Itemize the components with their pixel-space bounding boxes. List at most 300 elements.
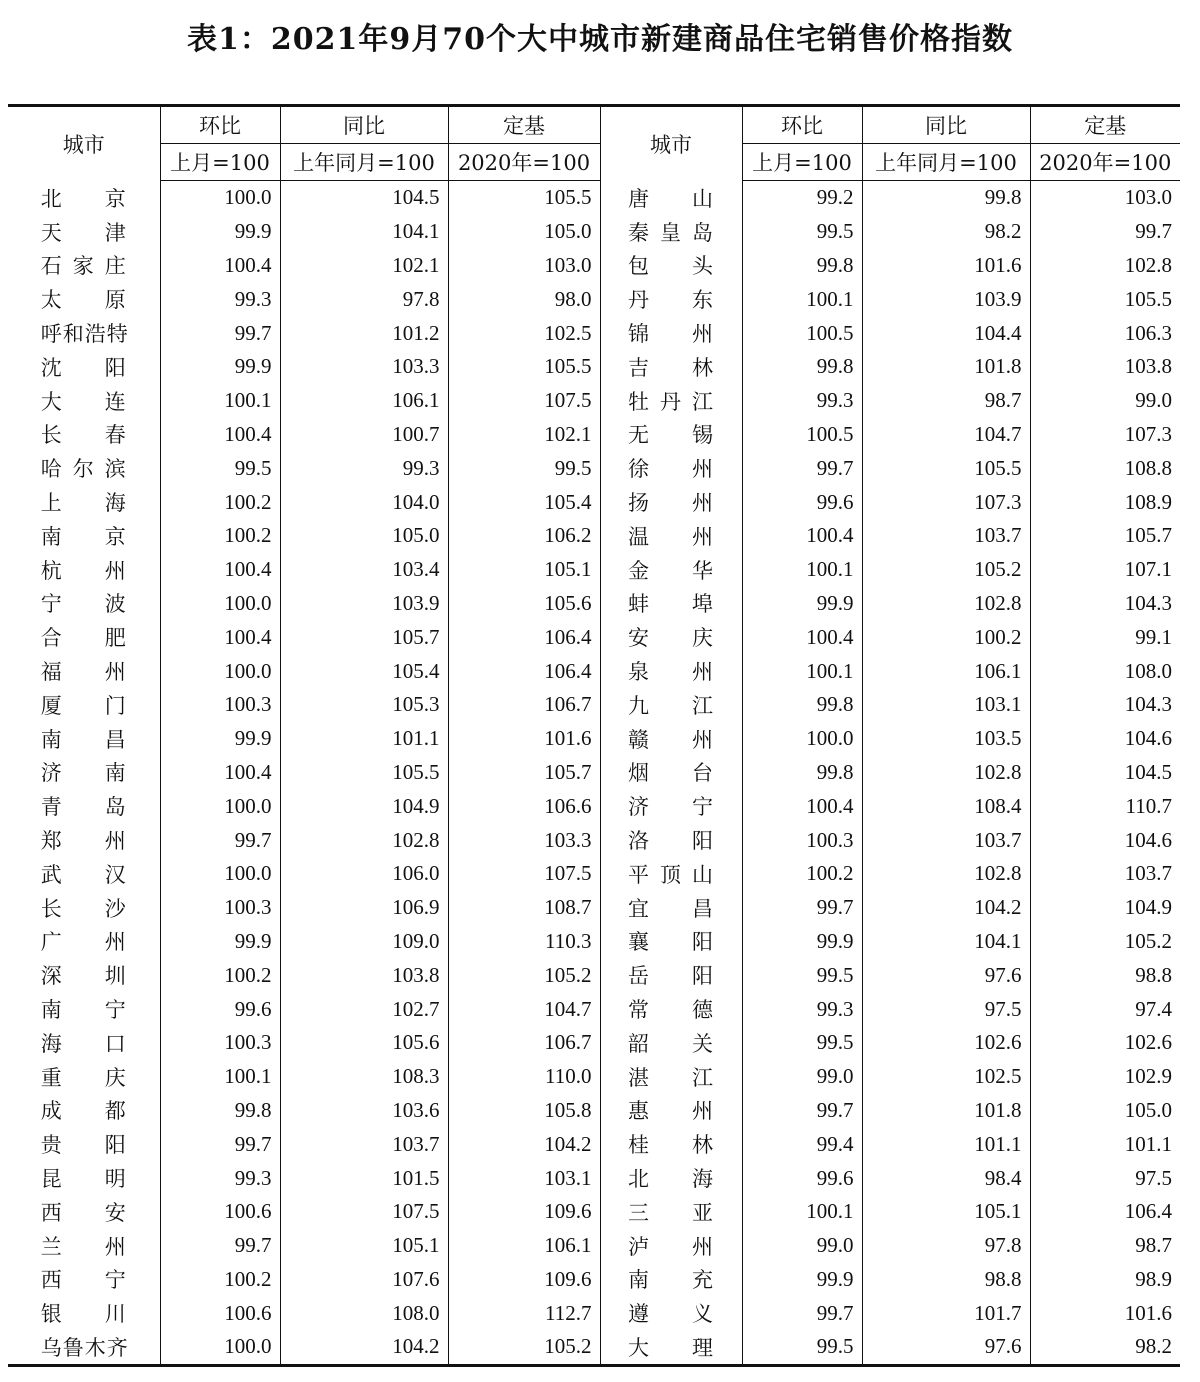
cell-yoy-left: 104.0 bbox=[280, 485, 448, 519]
price-index-table bbox=[8, 104, 1180, 1367]
cell-fixed-right: 102.9 bbox=[1030, 1060, 1180, 1094]
table-row bbox=[8, 1026, 1180, 1060]
cell-city-right bbox=[600, 1195, 742, 1229]
city-name: 烟台 bbox=[628, 761, 714, 786]
city-name: 徐州 bbox=[628, 457, 714, 482]
cell-mom-left: 100.6 bbox=[160, 1195, 280, 1229]
cell-mom-left: 100.1 bbox=[160, 384, 280, 418]
cell-yoy-right: 97.5 bbox=[862, 992, 1030, 1026]
cell-yoy-left: 102.7 bbox=[280, 992, 448, 1026]
cell-city-left bbox=[8, 384, 160, 418]
cell-city-right bbox=[600, 485, 742, 519]
cell-yoy-right: 104.7 bbox=[862, 418, 1030, 452]
header-yoy-left: 同比 bbox=[280, 106, 448, 144]
cell-yoy-right: 103.7 bbox=[862, 823, 1030, 857]
cell-mom-left: 100.4 bbox=[160, 620, 280, 654]
cell-fixed-left: 106.7 bbox=[448, 1026, 600, 1060]
cell-city-left bbox=[8, 1060, 160, 1094]
cell-yoy-right: 102.8 bbox=[862, 587, 1030, 621]
cell-mom-left: 100.2 bbox=[160, 1263, 280, 1297]
city-name: 三亚 bbox=[628, 1200, 714, 1225]
cell-fixed-right: 103.7 bbox=[1030, 857, 1180, 891]
cell-mom-right: 99.6 bbox=[742, 485, 862, 519]
city-name: 岳阳 bbox=[628, 964, 714, 989]
city-name: 呼和浩特 bbox=[40, 322, 129, 347]
city-name: 包头 bbox=[628, 254, 714, 279]
header-city-left: 城市 bbox=[62, 132, 105, 157]
cell-mom-left: 100.2 bbox=[160, 519, 280, 553]
cell-city-left bbox=[8, 350, 160, 384]
cell-fixed-right: 104.5 bbox=[1030, 756, 1180, 790]
cell-city-right bbox=[600, 418, 742, 452]
cell-city-left bbox=[8, 722, 160, 756]
table-row bbox=[8, 350, 1180, 384]
cell-fixed-right: 106.3 bbox=[1030, 316, 1180, 350]
city-name: 牡丹江 bbox=[628, 389, 714, 414]
cell-yoy-left: 103.7 bbox=[280, 1127, 448, 1161]
cell-mom-left: 99.7 bbox=[160, 823, 280, 857]
cell-city-right bbox=[600, 958, 742, 992]
cell-fixed-right: 102.8 bbox=[1030, 249, 1180, 283]
cell-mom-right: 99.7 bbox=[742, 1094, 862, 1128]
cell-yoy-left: 106.1 bbox=[280, 384, 448, 418]
city-name: 贵阳 bbox=[40, 1133, 127, 1158]
cell-yoy-right: 105.2 bbox=[862, 553, 1030, 587]
table-row bbox=[8, 1060, 1180, 1094]
cell-mom-right: 100.2 bbox=[742, 857, 862, 891]
cell-yoy-right: 97.6 bbox=[862, 958, 1030, 992]
cell-city-right bbox=[600, 350, 742, 384]
cell-mom-left: 100.4 bbox=[160, 756, 280, 790]
cell-yoy-left: 106.0 bbox=[280, 857, 448, 891]
cell-yoy-right: 97.8 bbox=[862, 1229, 1030, 1263]
cell-mom-left: 99.8 bbox=[160, 1094, 280, 1128]
cell-city-right bbox=[600, 925, 742, 959]
table-row bbox=[8, 1161, 1180, 1195]
cell-city-left bbox=[8, 1195, 160, 1229]
cell-mom-right: 99.7 bbox=[742, 1296, 862, 1330]
cell-fixed-right: 103.8 bbox=[1030, 350, 1180, 384]
cell-fixed-left: 112.7 bbox=[448, 1296, 600, 1330]
cell-fixed-left: 105.7 bbox=[448, 756, 600, 790]
cell-yoy-left: 105.0 bbox=[280, 519, 448, 553]
city-name: 赣州 bbox=[628, 727, 714, 752]
cell-fixed-left: 102.1 bbox=[448, 418, 600, 452]
cell-mom-right: 100.4 bbox=[742, 519, 862, 553]
table-row bbox=[8, 181, 1180, 215]
cell-yoy-left: 102.1 bbox=[280, 249, 448, 283]
cell-mom-left: 100.0 bbox=[160, 181, 280, 215]
cell-yoy-left: 105.1 bbox=[280, 1229, 448, 1263]
city-name: 丹东 bbox=[628, 288, 714, 313]
cell-city-left bbox=[8, 1094, 160, 1128]
cell-mom-right: 100.5 bbox=[742, 418, 862, 452]
cell-mom-right: 100.0 bbox=[742, 722, 862, 756]
cell-mom-left: 99.9 bbox=[160, 722, 280, 756]
cell-fixed-right: 105.5 bbox=[1030, 282, 1180, 316]
cell-fixed-right: 104.3 bbox=[1030, 688, 1180, 722]
cell-mom-right: 99.2 bbox=[742, 181, 862, 215]
cell-yoy-right: 103.1 bbox=[862, 688, 1030, 722]
cell-city-right bbox=[600, 519, 742, 553]
cell-city-left bbox=[8, 1263, 160, 1297]
cell-city-left bbox=[8, 1330, 160, 1365]
cell-yoy-right: 101.8 bbox=[862, 350, 1030, 384]
header-fixed-base-right: 2020年=100 bbox=[1030, 144, 1180, 181]
city-name: 惠州 bbox=[628, 1099, 714, 1124]
cell-yoy-right: 101.6 bbox=[862, 249, 1030, 283]
city-name: 沈阳 bbox=[40, 355, 127, 380]
cell-city-left bbox=[8, 181, 160, 215]
cell-fixed-left: 106.1 bbox=[448, 1229, 600, 1263]
cell-fixed-right: 97.5 bbox=[1030, 1161, 1180, 1195]
cell-mom-right: 99.9 bbox=[742, 1263, 862, 1297]
table-row bbox=[8, 992, 1180, 1026]
city-name: 蚌埠 bbox=[628, 592, 714, 617]
city-name: 广州 bbox=[40, 930, 127, 955]
cell-mom-right: 99.4 bbox=[742, 1127, 862, 1161]
cell-fixed-left: 103.1 bbox=[448, 1161, 600, 1195]
cell-city-right bbox=[600, 857, 742, 891]
cell-fixed-left: 105.8 bbox=[448, 1094, 600, 1128]
cell-yoy-left: 105.3 bbox=[280, 688, 448, 722]
city-name: 上海 bbox=[40, 491, 127, 516]
cell-fixed-right: 108.9 bbox=[1030, 485, 1180, 519]
cell-mom-left: 100.4 bbox=[160, 553, 280, 587]
cell-mom-left: 99.6 bbox=[160, 992, 280, 1026]
table-row bbox=[8, 1127, 1180, 1161]
cell-fixed-right: 107.3 bbox=[1030, 418, 1180, 452]
cell-yoy-right: 98.8 bbox=[862, 1263, 1030, 1297]
table-row bbox=[8, 756, 1180, 790]
cell-fixed-left: 105.6 bbox=[448, 587, 600, 621]
cell-city-right bbox=[600, 1330, 742, 1365]
cell-fixed-left: 105.2 bbox=[448, 1330, 600, 1365]
cell-yoy-left: 105.6 bbox=[280, 1026, 448, 1060]
cell-yoy-right: 100.2 bbox=[862, 620, 1030, 654]
cell-fixed-left: 108.7 bbox=[448, 891, 600, 925]
cell-mom-left: 100.0 bbox=[160, 1330, 280, 1365]
table-row bbox=[8, 925, 1180, 959]
cell-fixed-left: 106.7 bbox=[448, 688, 600, 722]
cell-fixed-right: 104.6 bbox=[1030, 823, 1180, 857]
cell-fixed-right: 108.8 bbox=[1030, 451, 1180, 485]
cell-mom-left: 100.0 bbox=[160, 789, 280, 823]
table-row bbox=[8, 282, 1180, 316]
cell-fixed-right: 101.1 bbox=[1030, 1127, 1180, 1161]
cell-city-right bbox=[600, 282, 742, 316]
cell-mom-left: 99.5 bbox=[160, 451, 280, 485]
cell-city-left bbox=[8, 519, 160, 553]
cell-yoy-left: 104.1 bbox=[280, 215, 448, 249]
cell-city-right bbox=[600, 1296, 742, 1330]
city-name: 合肥 bbox=[40, 626, 127, 651]
cell-city-right bbox=[600, 620, 742, 654]
cell-fixed-left: 104.2 bbox=[448, 1127, 600, 1161]
cell-city-left bbox=[8, 756, 160, 790]
cell-fixed-left: 107.5 bbox=[448, 857, 600, 891]
city-name: 乌鲁木齐 bbox=[40, 1335, 129, 1360]
city-name: 长沙 bbox=[40, 896, 127, 921]
cell-mom-right: 99.8 bbox=[742, 249, 862, 283]
cell-fixed-left: 106.4 bbox=[448, 654, 600, 688]
cell-yoy-left: 104.5 bbox=[280, 181, 448, 215]
city-name: 北京 bbox=[40, 186, 127, 211]
header-fixed-left: 定基 bbox=[448, 106, 600, 144]
cell-city-left bbox=[8, 316, 160, 350]
city-name: 银川 bbox=[40, 1302, 127, 1327]
cell-city-left bbox=[8, 992, 160, 1026]
cell-mom-right: 99.9 bbox=[742, 587, 862, 621]
table-row bbox=[8, 823, 1180, 857]
cell-mom-left: 99.7 bbox=[160, 1229, 280, 1263]
table-row bbox=[8, 1330, 1180, 1365]
cell-mom-right: 99.8 bbox=[742, 688, 862, 722]
cell-mom-left: 99.7 bbox=[160, 1127, 280, 1161]
cell-yoy-left: 97.8 bbox=[280, 282, 448, 316]
header-mom-left: 环比 bbox=[160, 106, 280, 144]
cell-fixed-left: 105.1 bbox=[448, 553, 600, 587]
table-row bbox=[8, 215, 1180, 249]
cell-yoy-left: 108.3 bbox=[280, 1060, 448, 1094]
table-row bbox=[8, 553, 1180, 587]
cell-city-left bbox=[8, 553, 160, 587]
cell-fixed-left: 98.0 bbox=[448, 282, 600, 316]
cell-mom-left: 99.9 bbox=[160, 350, 280, 384]
cell-mom-left: 99.9 bbox=[160, 925, 280, 959]
cell-mom-right: 99.7 bbox=[742, 451, 862, 485]
city-name: 成都 bbox=[40, 1099, 127, 1124]
cell-yoy-right: 108.4 bbox=[862, 789, 1030, 823]
cell-mom-right: 99.0 bbox=[742, 1060, 862, 1094]
city-name: 天津 bbox=[40, 220, 127, 245]
cell-yoy-left: 103.8 bbox=[280, 958, 448, 992]
cell-mom-left: 100.2 bbox=[160, 485, 280, 519]
header-fixed-right: 定基 bbox=[1030, 106, 1180, 144]
cell-mom-right: 100.5 bbox=[742, 316, 862, 350]
cell-city-left bbox=[8, 215, 160, 249]
table-row bbox=[8, 451, 1180, 485]
cell-fixed-left: 102.5 bbox=[448, 316, 600, 350]
cell-mom-right: 99.8 bbox=[742, 350, 862, 384]
city-name: 金华 bbox=[628, 558, 714, 583]
cell-mom-right: 100.1 bbox=[742, 1195, 862, 1229]
cell-mom-left: 100.4 bbox=[160, 418, 280, 452]
table-row bbox=[8, 316, 1180, 350]
table-row bbox=[8, 654, 1180, 688]
cell-fixed-right: 98.8 bbox=[1030, 958, 1180, 992]
city-name: 秦皇岛 bbox=[628, 220, 714, 245]
cell-fixed-right: 107.1 bbox=[1030, 553, 1180, 587]
city-name: 青岛 bbox=[40, 795, 127, 820]
cell-yoy-right: 103.7 bbox=[862, 519, 1030, 553]
cell-yoy-left: 103.9 bbox=[280, 587, 448, 621]
cell-yoy-left: 101.2 bbox=[280, 316, 448, 350]
cell-city-left bbox=[8, 688, 160, 722]
city-name: 石家庄 bbox=[40, 254, 127, 279]
cell-fixed-right: 99.0 bbox=[1030, 384, 1180, 418]
cell-mom-left: 100.3 bbox=[160, 688, 280, 722]
city-name: 厦门 bbox=[40, 693, 127, 718]
cell-fixed-right: 104.3 bbox=[1030, 587, 1180, 621]
cell-yoy-left: 100.7 bbox=[280, 418, 448, 452]
table-row bbox=[8, 891, 1180, 925]
header-yoy-right: 同比 bbox=[862, 106, 1030, 144]
cell-fixed-left: 106.6 bbox=[448, 789, 600, 823]
header-mom-right: 环比 bbox=[742, 106, 862, 144]
cell-yoy-left: 107.5 bbox=[280, 1195, 448, 1229]
city-name: 安庆 bbox=[628, 626, 714, 651]
cell-fixed-left: 109.6 bbox=[448, 1263, 600, 1297]
city-name: 南京 bbox=[40, 524, 127, 549]
cell-city-left bbox=[8, 654, 160, 688]
table-row bbox=[8, 1094, 1180, 1128]
cell-city-right bbox=[600, 688, 742, 722]
cell-yoy-right: 98.7 bbox=[862, 384, 1030, 418]
table-row bbox=[8, 789, 1180, 823]
table-row bbox=[8, 958, 1180, 992]
table-row bbox=[8, 384, 1180, 418]
cell-mom-left: 100.4 bbox=[160, 249, 280, 283]
cell-city-left bbox=[8, 418, 160, 452]
cell-mom-left: 99.7 bbox=[160, 316, 280, 350]
cell-mom-left: 99.3 bbox=[160, 282, 280, 316]
city-name: 北海 bbox=[628, 1167, 714, 1191]
cell-city-right bbox=[600, 1127, 742, 1161]
city-name: 桂林 bbox=[628, 1133, 714, 1158]
cell-fixed-left: 105.0 bbox=[448, 215, 600, 249]
cell-city-right bbox=[600, 1026, 742, 1060]
cell-fixed-left: 105.2 bbox=[448, 958, 600, 992]
city-name: 西宁 bbox=[40, 1268, 127, 1293]
table-row bbox=[8, 418, 1180, 452]
table-row bbox=[8, 688, 1180, 722]
cell-mom-left: 100.6 bbox=[160, 1296, 280, 1330]
cell-city-left bbox=[8, 620, 160, 654]
city-name: 湛江 bbox=[628, 1065, 714, 1090]
cell-city-right bbox=[600, 451, 742, 485]
cell-city-right bbox=[600, 891, 742, 925]
cell-city-left bbox=[8, 857, 160, 891]
cell-fixed-left: 103.3 bbox=[448, 823, 600, 857]
cell-yoy-right: 103.9 bbox=[862, 282, 1030, 316]
cell-city-left bbox=[8, 485, 160, 519]
table-row bbox=[8, 519, 1180, 553]
city-name: 襄阳 bbox=[628, 930, 714, 955]
cell-yoy-left: 104.9 bbox=[280, 789, 448, 823]
cell-yoy-right: 104.2 bbox=[862, 891, 1030, 925]
cell-city-right bbox=[600, 1060, 742, 1094]
cell-yoy-left: 103.3 bbox=[280, 350, 448, 384]
cell-city-right bbox=[600, 722, 742, 756]
city-name: 西安 bbox=[40, 1200, 127, 1225]
cell-yoy-right: 101.7 bbox=[862, 1296, 1030, 1330]
cell-yoy-right: 101.8 bbox=[862, 1094, 1030, 1128]
cell-yoy-left: 99.3 bbox=[280, 451, 448, 485]
cell-fixed-left: 105.5 bbox=[448, 350, 600, 384]
cell-mom-right: 100.3 bbox=[742, 823, 862, 857]
cell-fixed-right: 98.9 bbox=[1030, 1263, 1180, 1297]
cell-mom-right: 99.7 bbox=[742, 891, 862, 925]
cell-fixed-left: 101.6 bbox=[448, 722, 600, 756]
cell-yoy-left: 107.6 bbox=[280, 1263, 448, 1297]
city-name: 宁波 bbox=[40, 592, 127, 617]
table-row bbox=[8, 1229, 1180, 1263]
cell-mom-right: 100.4 bbox=[742, 620, 862, 654]
cell-yoy-left: 101.5 bbox=[280, 1161, 448, 1195]
city-name: 南充 bbox=[628, 1268, 714, 1293]
cell-city-left bbox=[8, 925, 160, 959]
cell-mom-right: 100.4 bbox=[742, 789, 862, 823]
header-mom-base-left: 上月=100 bbox=[160, 144, 280, 181]
cell-fixed-left: 103.0 bbox=[448, 249, 600, 283]
city-name: 深圳 bbox=[40, 964, 127, 989]
city-name: 长春 bbox=[40, 423, 127, 448]
cell-mom-left: 99.3 bbox=[160, 1161, 280, 1195]
cell-yoy-right: 105.1 bbox=[862, 1195, 1030, 1229]
cell-city-left bbox=[8, 1229, 160, 1263]
cell-mom-right: 100.1 bbox=[742, 282, 862, 316]
cell-fixed-right: 108.0 bbox=[1030, 654, 1180, 688]
city-name: 韶关 bbox=[628, 1031, 714, 1056]
city-name: 遵义 bbox=[628, 1302, 714, 1327]
cell-city-left bbox=[8, 587, 160, 621]
cell-mom-left: 99.9 bbox=[160, 215, 280, 249]
cell-fixed-right: 105.2 bbox=[1030, 925, 1180, 959]
cell-city-right bbox=[600, 553, 742, 587]
table-row bbox=[8, 1195, 1180, 1229]
cell-mom-left: 100.3 bbox=[160, 1026, 280, 1060]
cell-mom-right: 99.0 bbox=[742, 1229, 862, 1263]
table-row bbox=[8, 1296, 1180, 1330]
cell-yoy-right: 102.5 bbox=[862, 1060, 1030, 1094]
cell-mom-left: 100.0 bbox=[160, 654, 280, 688]
cell-city-left bbox=[8, 891, 160, 925]
cell-yoy-left: 104.2 bbox=[280, 1330, 448, 1365]
city-name: 南昌 bbox=[40, 727, 127, 752]
cell-city-right bbox=[600, 249, 742, 283]
cell-fixed-left: 106.4 bbox=[448, 620, 600, 654]
cell-fixed-left: 107.5 bbox=[448, 384, 600, 418]
cell-fixed-right: 98.7 bbox=[1030, 1229, 1180, 1263]
cell-yoy-right: 104.4 bbox=[862, 316, 1030, 350]
header-yoy-base-right: 上年同月=100 bbox=[862, 144, 1030, 181]
cell-city-right bbox=[600, 823, 742, 857]
cell-city-right bbox=[600, 316, 742, 350]
cell-fixed-right: 97.4 bbox=[1030, 992, 1180, 1026]
cell-city-left bbox=[8, 823, 160, 857]
city-name: 济宁 bbox=[628, 795, 714, 820]
city-name: 扬州 bbox=[628, 491, 714, 516]
cell-fixed-left: 105.4 bbox=[448, 485, 600, 519]
city-name: 无锡 bbox=[628, 423, 714, 448]
cell-yoy-right: 99.8 bbox=[862, 181, 1030, 215]
cell-yoy-right: 103.5 bbox=[862, 722, 1030, 756]
city-name: 海口 bbox=[40, 1031, 127, 1056]
cell-yoy-left: 102.8 bbox=[280, 823, 448, 857]
cell-yoy-left: 103.4 bbox=[280, 553, 448, 587]
cell-city-right bbox=[600, 1094, 742, 1128]
table-row bbox=[8, 587, 1180, 621]
cell-yoy-right: 102.8 bbox=[862, 756, 1030, 790]
cell-yoy-right: 102.8 bbox=[862, 857, 1030, 891]
cell-city-left bbox=[8, 249, 160, 283]
city-name: 大理 bbox=[628, 1335, 714, 1360]
table-row bbox=[8, 485, 1180, 519]
cell-mom-right: 100.1 bbox=[742, 553, 862, 587]
cell-yoy-right: 107.3 bbox=[862, 485, 1030, 519]
cell-fixed-right: 105.0 bbox=[1030, 1094, 1180, 1128]
